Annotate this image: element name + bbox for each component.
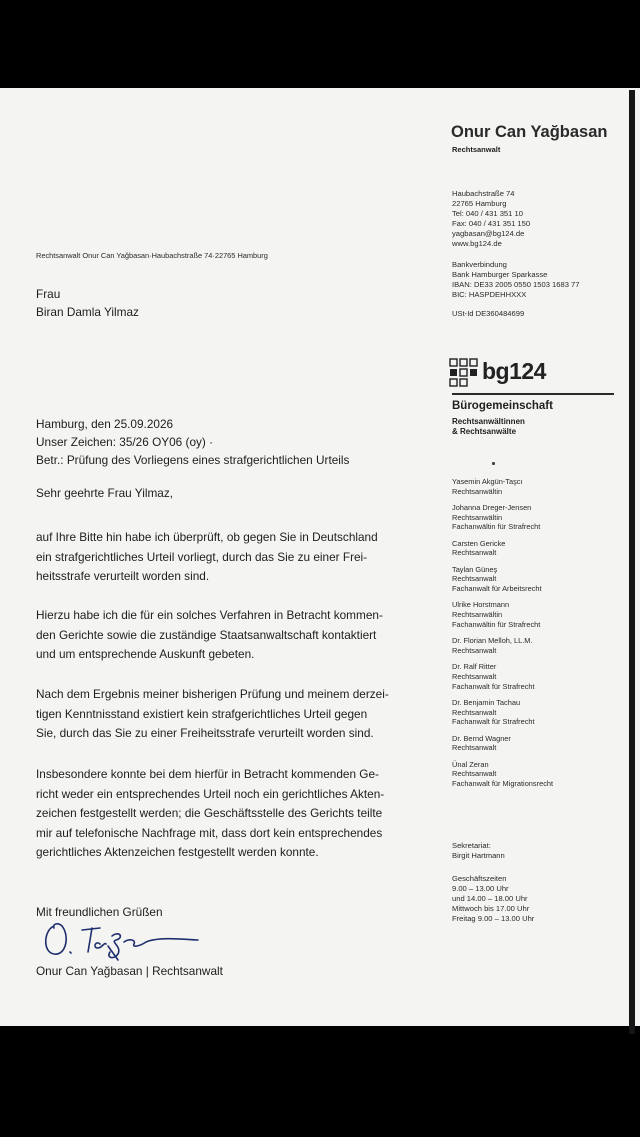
logo-grid-icon [449,358,481,388]
lawyer-entry-title: Rechtsanwalt [452,645,497,655]
address-line: Fax: 040 / 431 351 150 [452,219,531,228]
hours-line: Freitag 9.00 – 13.00 Uhr [452,914,535,923]
body-line: auf Ihre Bitte hin habe ich überprüft, ob gegen Sie in Deutschland [36,530,378,544]
closing: Mit freundlichen Grüßen [36,905,163,919]
lawyer-entry-specialty: Fachanwalt für Arbeitsrecht [452,584,542,594]
address-line: yagbasan@bg124.de [452,229,525,238]
lawyer-entry-title: Rechtsanwalt [452,707,497,717]
lawyer-entry-title: Rechtsanwalt [452,548,497,558]
body-line: zeichen festgestellt werden; die Geschäftsstelle des Gerichts teilte [36,806,383,820]
hours-line: Mittwoch bis 17.00 Uhr [452,904,530,913]
recipient-line: Frau [36,287,61,301]
address-line: www.bg124.de [452,239,502,248]
bank-line: IBAN: DE33 2005 0550 1503 1683 77 [452,280,580,289]
secretariat-line: Birgit Hartmann [452,851,505,860]
address-line: 22765 Hamburg [452,199,507,208]
lawyer-entry-name: Yasemin Akgün-Taşcı [452,477,523,486]
body-line: Insbesondere konnte bei dem hierfür in Betracht kommenden Ge- [36,767,379,781]
lawyer-entry-title: Rechtsanwalt [452,743,497,753]
contact-address [452,189,530,249]
lawyer-entry-name: Ünal Zeran [452,759,489,769]
lawyer-entry-title: Rechtsanwältin [452,610,503,620]
letter-meta [36,415,349,469]
scan-mark [492,462,495,465]
bank-line: Bank Hamburger Sparkasse [452,270,548,279]
logo-text: bg124 [482,358,546,384]
lawyer-entry-specialty: Fachanwalt für Strafrecht [452,681,535,691]
lawyer-entry-name: Taylan Güneş [452,564,498,574]
body-paragraph [36,765,384,863]
lawyer-entry-name: Dr. Ralf Ritter [452,662,497,672]
body-line: Nach dem Ergebnis meiner bisherigen Prüfung und meinem derzei- [36,687,389,701]
bank-details [452,260,580,300]
body-line: den Gerichte sowie die zuständige Staatsanwaltschaft kontaktiert [36,627,377,642]
body-paragraph [36,606,383,665]
lawyer-entry-name: Ulrike Horstmann [452,600,510,610]
vat-id: USt-Id DE360484699 [452,309,525,318]
lawyer-entry [452,600,553,629]
lawyer-entry [452,760,553,789]
lawyer-entry [452,734,553,753]
lawyer-entry-specialty: Fachanwalt für Migrationsrecht [452,778,554,788]
lawyer-entry-name: Dr. Bernd Wagner [452,733,511,743]
hours-line: und 14.00 – 18.00 Uhr [452,894,528,903]
signer-name: Onur Can Yağbasan | Rechtsanwalt [36,964,223,978]
body-line: ein strafgerichtliches Urteil vorliegt, durch das Sie zu einer Frei- [36,549,368,564]
lawyer-entry [452,477,553,496]
body-line: mir auf telefonische Nachfrage mit, dass dort kein entsprechendes [36,825,383,840]
firm-subtitle-line: Rechtsanwältinnen [452,417,525,426]
recipient-line: Biran Damla Yilmaz [36,305,139,319]
page-edge [629,90,635,1034]
hours-line: Geschäftszeiten [452,874,507,883]
lawyer-title: Rechtsanwalt [452,145,501,154]
body-paragraph [36,528,378,587]
body-line: Sie, durch das Sie zu einer Freiheitsstrafe verurteilt worden sind. [36,726,374,740]
lawyer-entry [452,539,553,558]
lawyer-entry [452,565,553,594]
handwritten-signature [40,916,200,966]
lawyer-entry-title: Rechtsanwältin [452,512,503,522]
lawyer-entry-specialty: Fachanwalt für Strafrecht [452,717,535,727]
lawyer-entry [452,662,553,691]
letter-page [0,88,640,1026]
lawyer-entry-title: Rechtsanwalt [452,574,497,584]
body-line: gerichtliches Aktenzeichen festgestellt werden konnte. [36,845,319,859]
body-paragraph [36,685,389,744]
body-line: Hierzu habe ich die für ein solches Verfahren in Betracht kommen- [36,608,383,622]
reference-number: Unser Zeichen: 35/26 OY06 (oy) · [36,435,214,449]
lawyer-entry-name: Johanna Dreger-Jensen [452,503,532,512]
firm-subtitle-line: & Rechtsanwälte [452,427,517,436]
logo-divider [452,393,614,395]
lawyer-entry-name: Dr. Benjamin Tachau [452,697,521,707]
lawyer-list [452,477,553,795]
recipient-address [36,285,139,321]
body-line: heitsstrafe verurteilt worden sind. [36,569,210,583]
letter-date: Hamburg, den 25.09.2026 [36,417,174,431]
sender-return-address: Rechtsanwalt Onur Can Yağbasan·Haubachstraße 74·22765 Hamburg [36,251,268,260]
subject-line: Betr.: Prüfung des Vorliegens eines strafgerichtlichen Urteils [36,453,350,467]
secretariat-line: Sekretariat: [452,841,491,850]
body-line: tigen Kenntnisstand existiert kein strafgerichtliches Urteil gegen [36,706,368,721]
lawyer-entry-title: Rechtsanwalt [452,769,497,779]
secretariat [452,841,505,861]
lawyer-entry-specialty: Fachanwältin für Strafrecht [452,619,541,629]
address-line: Tel: 040 / 431 351 10 [452,209,523,218]
lawyer-entry-name: Dr. Florian Melloh, LL.M. [452,636,533,646]
body-line: richt weder ein entsprechendes Urteil noch ein gerichtliches Akten- [36,786,385,801]
address-line: Haubachstraße 74 [452,189,515,198]
lawyer-entry-title: Rechtsanwalt [452,671,497,681]
bank-line: BIC: HASPDEHHXXX [452,290,527,299]
lawyer-entry-specialty: Fachanwältin für Strafrecht [452,522,541,532]
body-line: und um entsprechende Auskunft gebeten. [36,647,255,661]
firm-subtitle [452,417,525,437]
lawyer-name: Onur Can Yağbasan [451,123,608,141]
bank-line: Bankverbindung [452,260,507,269]
firm-name: Bürogemeinschaft [452,400,553,412]
lawyer-entry-title: Rechtsanwältin [452,486,503,496]
salutation: Sehr geehrte Frau Yilmaz, [36,486,174,500]
lawyer-entry [452,698,553,727]
hours-line: 9.00 – 13.00 Uhr [452,884,509,893]
lawyer-entry [452,636,553,655]
office-hours [452,874,534,924]
lawyer-entry [452,503,553,532]
lawyer-entry-name: Carsten Gericke [452,538,506,548]
